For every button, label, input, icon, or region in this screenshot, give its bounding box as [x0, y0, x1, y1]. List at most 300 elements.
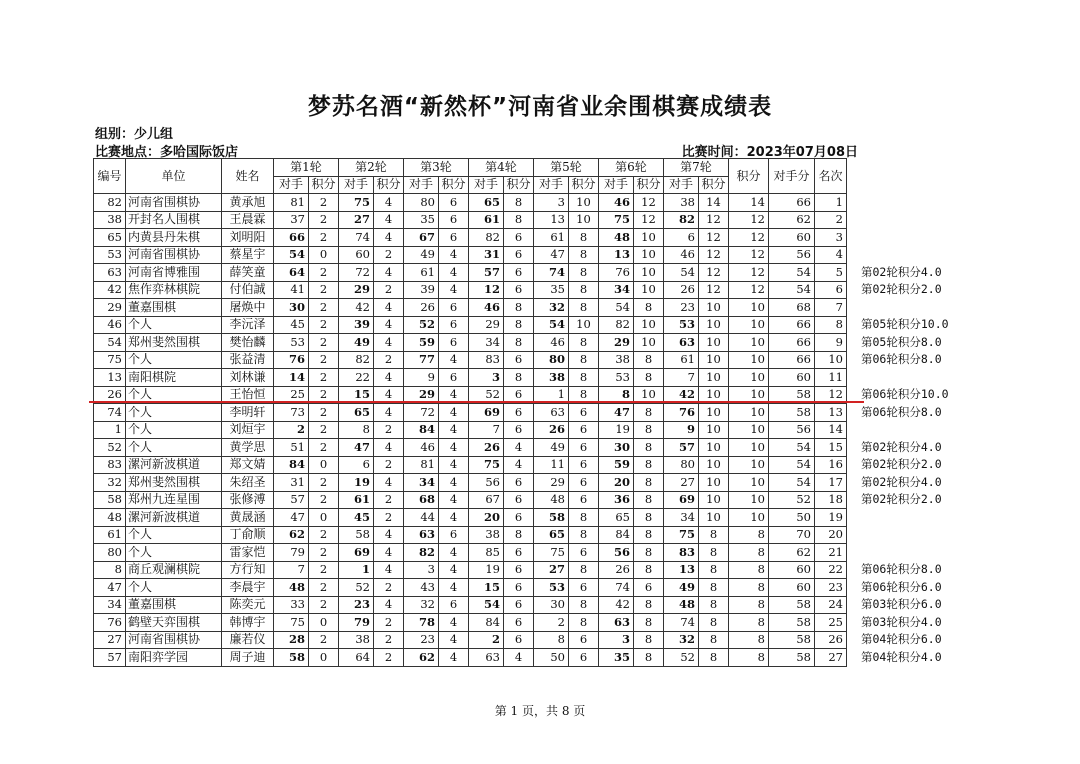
- cell-opponent: 29: [339, 281, 374, 299]
- row-note: 第05轮积分8.0: [861, 334, 942, 349]
- cell-points: 10: [634, 264, 664, 282]
- cell-points: 8: [634, 474, 664, 492]
- cell-opponent: 75: [664, 526, 699, 544]
- cell-total-points: 8: [729, 614, 769, 632]
- col-header-points: 积分: [504, 176, 534, 194]
- cell-player-no: 29: [94, 299, 126, 317]
- cell-opponent: 57: [469, 264, 504, 282]
- cell-opponent-score: 58: [769, 596, 815, 614]
- cell-opponent-score: 62: [769, 211, 815, 229]
- table-row: [94, 544, 847, 562]
- cell-opponent: 32: [534, 299, 569, 317]
- cell-points: 10: [699, 404, 729, 422]
- row-note: 第05轮积分10.0: [861, 317, 949, 331]
- table-row: [94, 229, 847, 247]
- cell-opponent: 56: [469, 474, 504, 492]
- cell-unit: 个人: [126, 316, 222, 334]
- cell-opponent: 23: [339, 596, 374, 614]
- cell-points: 8: [634, 351, 664, 369]
- cell-player-name: 刘明阳: [222, 229, 274, 247]
- cell-opponent: 75: [339, 194, 374, 212]
- cell-points: 8: [569, 596, 599, 614]
- cell-opponent: 66: [274, 229, 309, 247]
- cell-opponent: 9: [404, 369, 439, 387]
- cell-points: 8: [699, 649, 729, 667]
- cell-opponent: 57: [664, 439, 699, 457]
- cell-opponent-score: 60: [769, 579, 815, 597]
- cell-total-points: 10: [729, 439, 769, 457]
- cell-unit: 个人: [126, 579, 222, 597]
- cell-opponent: 75: [274, 614, 309, 632]
- cell-points: 6: [504, 561, 534, 579]
- cell-opponent: 72: [404, 404, 439, 422]
- cell-opponent-score: 60: [769, 561, 815, 579]
- cell-rank: 10: [815, 351, 847, 369]
- cell-points: 8: [569, 281, 599, 299]
- cell-opponent: 29: [469, 316, 504, 334]
- cell-points: 2: [309, 421, 339, 439]
- cell-points: 4: [439, 631, 469, 649]
- cell-points: 8: [699, 544, 729, 562]
- col-header-round-6: 第6轮: [599, 159, 664, 177]
- cell-points: 4: [374, 264, 404, 282]
- cell-player-name: 黄晟涵: [222, 509, 274, 527]
- cell-opponent: 59: [404, 334, 439, 352]
- cell-points: 4: [439, 421, 469, 439]
- cell-points: 8: [634, 439, 664, 457]
- cell-opponent: 7: [274, 561, 309, 579]
- cell-points: 10: [634, 246, 664, 264]
- cell-opponent: 13: [599, 246, 634, 264]
- cell-points: 6: [504, 509, 534, 527]
- cell-opponent: 34: [404, 474, 439, 492]
- cell-opponent: 46: [664, 246, 699, 264]
- cell-rank: 15: [815, 439, 847, 457]
- cell-points: 4: [374, 334, 404, 352]
- cell-opponent: 52: [339, 579, 374, 597]
- cell-points: 12: [634, 211, 664, 229]
- cell-points: 2: [309, 281, 339, 299]
- cell-points: 4: [374, 211, 404, 229]
- cell-unit: 个人: [126, 526, 222, 544]
- cell-points: 10: [634, 334, 664, 352]
- cell-points: 2: [309, 316, 339, 334]
- cell-points: 6: [569, 491, 599, 509]
- cell-opponent: 58: [534, 509, 569, 527]
- cell-opponent: 53: [274, 334, 309, 352]
- cell-opponent: 26: [404, 299, 439, 317]
- cell-points: 6: [504, 491, 534, 509]
- cell-points: 6: [504, 351, 534, 369]
- cell-opponent: 53: [534, 579, 569, 597]
- cell-opponent: 43: [404, 579, 439, 597]
- cell-player-no: 46: [94, 316, 126, 334]
- cell-points: 8: [569, 614, 599, 632]
- cell-opponent: 81: [274, 194, 309, 212]
- col-header-points: 积分: [374, 176, 404, 194]
- row-note: 第02轮积分4.0: [861, 474, 942, 489]
- cell-total-points: 10: [729, 299, 769, 317]
- cell-total-points: 14: [729, 194, 769, 212]
- cell-unit: 南阳弈学园: [126, 649, 222, 667]
- cell-opponent: 82: [469, 229, 504, 247]
- cell-opponent: 3: [469, 369, 504, 387]
- cell-total-points: 10: [729, 316, 769, 334]
- cell-points: 2: [309, 194, 339, 212]
- cell-points: 8: [699, 561, 729, 579]
- cell-opponent: 83: [469, 351, 504, 369]
- cell-opponent: 32: [664, 631, 699, 649]
- cell-opponent: 38: [469, 526, 504, 544]
- cell-opponent: 9: [664, 421, 699, 439]
- row-note: 第06轮积分8.0: [861, 352, 942, 366]
- cell-unit: 河南省博雅围: [126, 264, 222, 282]
- cell-unit: 董嘉围棋: [126, 596, 222, 614]
- row-note: 第02轮积分2.0: [861, 492, 942, 506]
- cell-points: 8: [699, 579, 729, 597]
- cell-opponent: 62: [274, 526, 309, 544]
- cell-opponent: 29: [599, 334, 634, 352]
- cell-points: 8: [569, 386, 599, 404]
- cell-points: 8: [504, 334, 534, 352]
- cell-player-no: 54: [94, 334, 126, 352]
- table-row: [94, 299, 847, 317]
- cell-points: 12: [699, 246, 729, 264]
- cell-points: 10: [699, 491, 729, 509]
- cell-total-points: 8: [729, 561, 769, 579]
- col-header-points: 积分: [569, 176, 599, 194]
- cell-points: 4: [374, 194, 404, 212]
- cell-opponent: 51: [274, 439, 309, 457]
- cell-points: 2: [374, 281, 404, 299]
- cell-points: 6: [569, 649, 599, 667]
- cell-rank: 1: [815, 194, 847, 212]
- cell-opponent: 45: [339, 509, 374, 527]
- cell-opponent: 58: [339, 526, 374, 544]
- group-label: 组别：少儿组: [95, 127, 174, 142]
- cell-points: 8: [634, 596, 664, 614]
- cell-opponent: 80: [664, 456, 699, 474]
- cell-player-name: 郑文婧: [222, 456, 274, 474]
- cell-opponent: 48: [664, 596, 699, 614]
- cell-total-points: 10: [729, 334, 769, 352]
- cell-rank: 6: [815, 281, 847, 299]
- cell-opponent: 41: [274, 281, 309, 299]
- cell-unit: 河南省围棋协: [126, 194, 222, 212]
- cell-opponent-score: 58: [769, 631, 815, 649]
- cell-points: 8: [699, 614, 729, 632]
- cell-opponent: 49: [339, 334, 374, 352]
- cell-opponent: 42: [599, 596, 634, 614]
- cell-opponent: 61: [534, 229, 569, 247]
- table-row: [94, 264, 847, 282]
- cell-total-points: 12: [729, 246, 769, 264]
- cell-points: 4: [374, 561, 404, 579]
- cell-player-no: 27: [94, 631, 126, 649]
- cell-points: 4: [374, 229, 404, 247]
- cell-opponent: 63: [599, 614, 634, 632]
- cell-opponent: 56: [599, 544, 634, 562]
- cell-points: 8: [634, 299, 664, 317]
- cell-points: 4: [374, 544, 404, 562]
- table-row: [94, 614, 847, 632]
- cell-points: 8: [634, 491, 664, 509]
- table-row: [94, 439, 847, 457]
- cell-opponent: 2: [274, 421, 309, 439]
- cell-points: 10: [569, 194, 599, 212]
- cell-total-points: 10: [729, 456, 769, 474]
- cell-opponent: 19: [339, 474, 374, 492]
- cell-total-points: 10: [729, 509, 769, 527]
- cell-opponent: 79: [274, 544, 309, 562]
- cell-total-points: 8: [729, 649, 769, 667]
- cell-opponent: 63: [404, 526, 439, 544]
- cell-points: 10: [699, 369, 729, 387]
- cell-player-no: 8: [94, 561, 126, 579]
- cell-points: 4: [374, 439, 404, 457]
- cell-rank: 8: [815, 316, 847, 334]
- col-header-no: 编号: [94, 159, 126, 194]
- cell-opponent: 72: [339, 264, 374, 282]
- cell-player-name: 丁俞顺: [222, 526, 274, 544]
- cell-opponent: 65: [534, 526, 569, 544]
- col-header-name: 姓名: [222, 159, 274, 194]
- cell-points: 2: [374, 631, 404, 649]
- cell-points: 4: [439, 561, 469, 579]
- cell-opponent: 42: [339, 299, 374, 317]
- cell-points: 10: [569, 316, 599, 334]
- cell-opponent: 6: [664, 229, 699, 247]
- row-note: [861, 211, 949, 229]
- cell-opponent-score: 56: [769, 421, 815, 439]
- row-note: 第02轮积分4.0: [861, 264, 942, 279]
- row-note: 第06轮积分8.0: [861, 562, 942, 576]
- cell-player-name: 付伯誠: [222, 281, 274, 299]
- col-header-opponent: 对手: [404, 176, 439, 194]
- cell-total-points: 8: [729, 544, 769, 562]
- cell-opponent: 38: [339, 631, 374, 649]
- cell-points: 6: [439, 229, 469, 247]
- cell-opponent: 48: [599, 229, 634, 247]
- cell-player-name: 薛笑童: [222, 264, 274, 282]
- cell-points: 2: [309, 561, 339, 579]
- cell-opponent: 30: [274, 299, 309, 317]
- cell-points: 2: [374, 614, 404, 632]
- cell-unit: 个人: [126, 386, 222, 404]
- cell-points: 8: [634, 649, 664, 667]
- cell-opponent: 82: [339, 351, 374, 369]
- cell-points: 2: [374, 491, 404, 509]
- cell-points: 8: [569, 561, 599, 579]
- cell-opponent: 25: [274, 386, 309, 404]
- cell-opponent: 46: [599, 194, 634, 212]
- table-row: [94, 334, 847, 352]
- cell-player-no: 57: [94, 649, 126, 667]
- cell-total-points: 10: [729, 421, 769, 439]
- cell-points: 8: [504, 316, 534, 334]
- cell-player-name: 王晨霖: [222, 211, 274, 229]
- cell-rank: 7: [815, 299, 847, 317]
- cell-player-name: 方行知: [222, 561, 274, 579]
- col-header-round-1: 第1轮: [274, 159, 339, 177]
- cell-opponent: 8: [534, 631, 569, 649]
- table-row: [94, 211, 847, 229]
- cell-unit: 漯河新波棋道: [126, 456, 222, 474]
- cell-opponent: 47: [274, 509, 309, 527]
- row-note: 第03轮积分4.0: [861, 614, 942, 629]
- cell-points: 4: [439, 281, 469, 299]
- cell-points: 6: [634, 579, 664, 597]
- page-footer: 第 1 页，共 8 页: [494, 704, 586, 718]
- cell-points: 8: [634, 561, 664, 579]
- cell-points: 2: [309, 439, 339, 457]
- cell-opponent-score: 66: [769, 316, 815, 334]
- page-title: 梦苏名酒“新然杯”河南省业余围棋赛成绩表: [307, 94, 773, 120]
- cell-player-no: 38: [94, 211, 126, 229]
- cell-points: 10: [699, 421, 729, 439]
- cell-points: 2: [309, 229, 339, 247]
- header-row-1: [94, 159, 847, 177]
- cell-opponent: 27: [339, 211, 374, 229]
- cell-player-no: 13: [94, 369, 126, 387]
- cell-rank: 9: [815, 334, 847, 352]
- cell-player-name: 李沅泽: [222, 316, 274, 334]
- cell-rank: 11: [815, 369, 847, 387]
- cell-points: 4: [439, 614, 469, 632]
- cell-points: 8: [569, 351, 599, 369]
- col-header-round-3: 第3轮: [404, 159, 469, 177]
- cell-rank: 19: [815, 509, 847, 527]
- cell-total-points: 12: [729, 264, 769, 282]
- cell-player-name: 刘烜宇: [222, 421, 274, 439]
- cell-opponent: 52: [664, 649, 699, 667]
- cell-points: 4: [374, 404, 404, 422]
- cell-player-name: 樊怡麟: [222, 334, 274, 352]
- cell-opponent-score: 70: [769, 526, 815, 544]
- cell-points: 6: [504, 281, 534, 299]
- cell-opponent: 76: [664, 404, 699, 422]
- cell-unit: 个人: [126, 404, 222, 422]
- cell-points: 6: [504, 596, 534, 614]
- cell-points: 4: [439, 544, 469, 562]
- cell-points: 6: [439, 526, 469, 544]
- cell-player-name: 李明轩: [222, 404, 274, 422]
- cell-opponent: 22: [339, 369, 374, 387]
- cell-total-points: 8: [729, 579, 769, 597]
- cell-opponent: 8: [599, 386, 634, 404]
- cell-player-name: 雷家恺: [222, 544, 274, 562]
- cell-opponent: 7: [664, 369, 699, 387]
- cell-player-name: 朱绍圣: [222, 474, 274, 492]
- cell-opponent: 65: [469, 194, 504, 212]
- cell-opponent: 67: [404, 229, 439, 247]
- cell-points: 6: [439, 211, 469, 229]
- cell-opponent: 42: [664, 386, 699, 404]
- cell-points: 6: [439, 334, 469, 352]
- cell-opponent: 49: [664, 579, 699, 597]
- table-row: [94, 316, 847, 334]
- cell-opponent-score: 54: [769, 264, 815, 282]
- cell-opponent-score: 62: [769, 544, 815, 562]
- cell-opponent: 74: [599, 579, 634, 597]
- cell-points: 2: [309, 474, 339, 492]
- cell-points: 8: [699, 631, 729, 649]
- cell-opponent: 38: [599, 351, 634, 369]
- col-header-opponent: 对手: [599, 176, 634, 194]
- cell-total-points: 8: [729, 631, 769, 649]
- results-table: [93, 158, 847, 667]
- cell-player-name: 李晨宇: [222, 579, 274, 597]
- cell-opponent-score: 54: [769, 456, 815, 474]
- cell-points: 8: [504, 194, 534, 212]
- cell-opponent: 34: [599, 281, 634, 299]
- cell-opponent-score: 58: [769, 614, 815, 632]
- cell-points: 6: [504, 614, 534, 632]
- cell-opponent: 19: [469, 561, 504, 579]
- cell-points: 6: [569, 404, 599, 422]
- cell-points: 2: [309, 334, 339, 352]
- cell-rank: 13: [815, 404, 847, 422]
- cell-opponent: 64: [339, 649, 374, 667]
- cell-unit: 个人: [126, 544, 222, 562]
- cell-points: 2: [309, 631, 339, 649]
- col-header-round-5: 第5轮: [534, 159, 599, 177]
- cell-unit: 郑州斐然围棋: [126, 474, 222, 492]
- cell-total-points: 12: [729, 229, 769, 247]
- cell-points: 8: [504, 369, 534, 387]
- cell-points: 8: [634, 509, 664, 527]
- cell-opponent: 6: [339, 456, 374, 474]
- cell-opponent: 74: [534, 264, 569, 282]
- cell-points: 10: [699, 474, 729, 492]
- cell-points: 6: [569, 631, 599, 649]
- table-row: [94, 474, 847, 492]
- cell-unit: 漯河新波棋道: [126, 509, 222, 527]
- table-row: [94, 421, 847, 439]
- cell-points: 6: [504, 229, 534, 247]
- cell-points: 6: [439, 194, 469, 212]
- cell-rank: 24: [815, 596, 847, 614]
- cell-opponent-score: 66: [769, 334, 815, 352]
- cell-player-name: 张益清: [222, 351, 274, 369]
- cell-points: 4: [439, 351, 469, 369]
- cell-total-points: 10: [729, 351, 769, 369]
- cell-opponent: 64: [274, 264, 309, 282]
- row-note: [861, 299, 949, 317]
- cell-opponent: 83: [664, 544, 699, 562]
- cell-opponent: 46: [469, 299, 504, 317]
- cell-total-points: 12: [729, 281, 769, 299]
- cell-opponent: 34: [469, 334, 504, 352]
- cell-opponent: 1: [534, 386, 569, 404]
- cell-rank: 23: [815, 579, 847, 597]
- cell-points: 4: [439, 491, 469, 509]
- col-header-points: 积分: [634, 176, 664, 194]
- cell-points: 10: [699, 456, 729, 474]
- cell-points: 6: [504, 264, 534, 282]
- cell-rank: 3: [815, 229, 847, 247]
- cell-opponent: 44: [404, 509, 439, 527]
- cell-opponent: 29: [404, 386, 439, 404]
- cell-unit: 南阳棋院: [126, 369, 222, 387]
- cell-points: 4: [439, 439, 469, 457]
- col-header-opponent: 对手: [534, 176, 569, 194]
- cell-player-name: 张修溥: [222, 491, 274, 509]
- cell-player-name: 黄承旭: [222, 194, 274, 212]
- cell-player-no: 80: [94, 544, 126, 562]
- cell-points: 4: [374, 596, 404, 614]
- cell-points: 6: [439, 299, 469, 317]
